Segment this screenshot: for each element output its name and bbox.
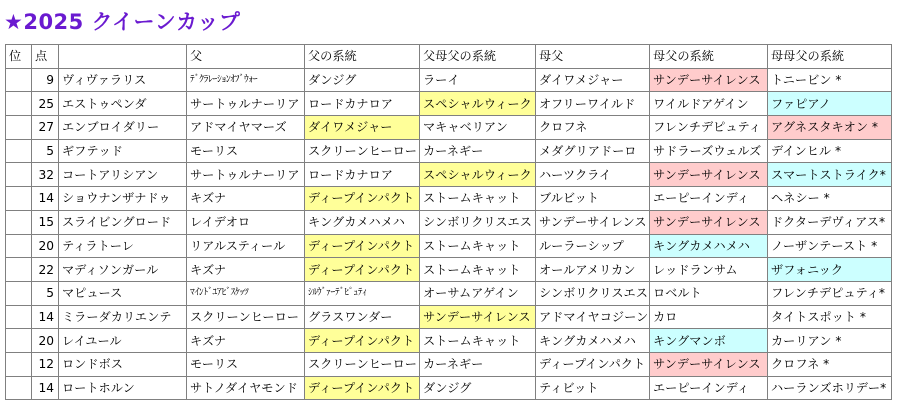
sire-dam-sire-line-cell: マキャベリアン: [420, 116, 536, 140]
header-sire: 父: [187, 45, 305, 69]
dam-sire-cell: オフリーワイルド: [536, 92, 650, 116]
sire-line-cell: ｼﾙｳﾞｧｰﾃﾞﾋﾟｭﾃｨ: [305, 281, 420, 305]
sire-cell: スクリーンヒーロー: [187, 305, 305, 329]
dam-sire-line-cell: フレンチデピュティ: [650, 116, 768, 140]
dam-sire-cell: キングカメハメハ: [536, 329, 650, 353]
sire-cell: サトノダイヤモンド: [187, 376, 305, 400]
points-cell: 14: [32, 305, 59, 329]
dam-sire-line-cell: サドラーズウェルズ: [650, 139, 768, 163]
dam-sire-line-cell: ロベルト: [650, 281, 768, 305]
sire-cell: キズナ: [187, 187, 305, 211]
dam-dam-sire-line-cell: ノーザンテースト *: [768, 234, 892, 258]
rank-cell: [6, 305, 32, 329]
points-cell: 27: [32, 116, 59, 140]
sire-cell: キズナ: [187, 329, 305, 353]
dam-sire-line-cell: キングカメハメハ: [650, 234, 768, 258]
rank-cell: [6, 116, 32, 140]
sire-line-cell: グラスワンダー: [305, 305, 420, 329]
sire-dam-sire-line-cell: ストームキャット: [420, 234, 536, 258]
rank-cell: [6, 281, 32, 305]
sire-dam-sire-line-cell: スペシャルウィーク: [420, 92, 536, 116]
dam-dam-sire-line-cell: ファピアノ: [768, 92, 892, 116]
horse-name-cell: エンブロイダリー: [59, 116, 187, 140]
table-row: [6, 116, 892, 140]
table-row: [6, 187, 892, 211]
header-sire-dam-sire-line: 父母父の系統: [420, 45, 536, 69]
dam-sire-line-cell: エーピーインディ: [650, 187, 768, 211]
dam-sire-line-cell: カロ: [650, 305, 768, 329]
points-cell: 20: [32, 234, 59, 258]
rank-cell: [6, 352, 32, 376]
points-cell: 14: [32, 187, 59, 211]
dam-sire-cell: ハーツクライ: [536, 163, 650, 187]
dam-sire-cell: ティビット: [536, 376, 650, 400]
table-row: [6, 163, 892, 187]
table-row: [6, 68, 892, 92]
table-row: [6, 92, 892, 116]
sire-dam-sire-line-cell: ストームキャット: [420, 329, 536, 353]
dam-sire-cell: ディープインパクト: [536, 352, 650, 376]
sire-cell: ﾃﾞｸﾗﾚｰｼｮﾝｵﾌﾞｳｫｰ: [187, 68, 305, 92]
sire-line-cell: ロードカナロア: [305, 92, 420, 116]
sire-cell: キズナ: [187, 258, 305, 282]
dam-sire-cell: ルーラーシップ: [536, 234, 650, 258]
sire-line-cell: キングカメハメハ: [305, 210, 420, 234]
dam-dam-sire-line-cell: ザフォニック: [768, 258, 892, 282]
sire-dam-sire-line-cell: オーサムアゲイン: [420, 281, 536, 305]
points-cell: 5: [32, 139, 59, 163]
sire-dam-sire-line-cell: ストームキャット: [420, 258, 536, 282]
table-row: [6, 258, 892, 282]
sire-line-cell: ダイワメジャー: [305, 116, 420, 140]
points-cell: 32: [32, 163, 59, 187]
dam-sire-line-cell: キングマンボ: [650, 329, 768, 353]
dam-dam-sire-line-cell: フレンチデピュティ*: [768, 281, 892, 305]
rank-cell: [6, 210, 32, 234]
horse-name-cell: マピュース: [59, 281, 187, 305]
sire-line-cell: ディープインパクト: [305, 329, 420, 353]
sire-cell: レイデオロ: [187, 210, 305, 234]
dam-sire-cell: クロフネ: [536, 116, 650, 140]
sire-dam-sire-line-cell: カーネギー: [420, 352, 536, 376]
points-cell: 22: [32, 258, 59, 282]
dam-sire-line-cell: エーピーインディ: [650, 376, 768, 400]
rank-cell: [6, 376, 32, 400]
table-row: [6, 329, 892, 353]
sire-dam-sire-line-cell: シンボリクリスエス: [420, 210, 536, 234]
dam-dam-sire-line-cell: ヘネシー *: [768, 187, 892, 211]
header-rank: 位: [6, 45, 32, 69]
horse-name-cell: ティラトーレ: [59, 234, 187, 258]
rank-cell: [6, 234, 32, 258]
table-row: [6, 139, 892, 163]
points-cell: 15: [32, 210, 59, 234]
rank-cell: [6, 187, 32, 211]
horse-name-cell: ロンドボス: [59, 352, 187, 376]
horse-name-cell: ロートホルン: [59, 376, 187, 400]
dam-sire-cell: オールアメリカン: [536, 258, 650, 282]
horse-name-cell: スライビングロード: [59, 210, 187, 234]
dam-dam-sire-line-cell: ハーランズホリデー*: [768, 376, 892, 400]
sire-dam-sire-line-cell: サンデーサイレンス: [420, 305, 536, 329]
dam-sire-cell: アドマイヤコジーン: [536, 305, 650, 329]
dam-dam-sire-line-cell: アグネスタキオン *: [768, 116, 892, 140]
rank-cell: [6, 139, 32, 163]
sire-line-cell: ダンジグ: [305, 68, 420, 92]
horse-name-cell: ヴィヴァラリス: [59, 68, 187, 92]
table-row: [6, 281, 892, 305]
dam-sire-line-cell: サンデーサイレンス: [650, 68, 768, 92]
sire-line-cell: ディープインパクト: [305, 376, 420, 400]
sire-line-cell: スクリーンヒーロー: [305, 139, 420, 163]
dam-sire-cell: メダグリアドーロ: [536, 139, 650, 163]
points-cell: 5: [32, 281, 59, 305]
table-row: [6, 376, 892, 400]
sire-line-cell: スクリーンヒーロー: [305, 352, 420, 376]
horse-name-cell: ギフテッド: [59, 139, 187, 163]
header-dam-sire-line: 母父の系統: [650, 45, 768, 69]
horse-name-cell: コートアリシアン: [59, 163, 187, 187]
sire-cell: ﾏｲﾝﾄﾞﾕｱﾋﾞｽｹｯﾂ: [187, 281, 305, 305]
points-cell: 12: [32, 352, 59, 376]
sire-cell: リアルスティール: [187, 234, 305, 258]
points-cell: 9: [32, 68, 59, 92]
dam-sire-line-cell: サンデーサイレンス: [650, 210, 768, 234]
horse-name-cell: エストゥペンダ: [59, 92, 187, 116]
points-cell: 14: [32, 376, 59, 400]
dam-sire-cell: シンボリクリスエス: [536, 281, 650, 305]
horse-name-cell: レイユール: [59, 329, 187, 353]
header-horse: [59, 45, 187, 69]
dam-dam-sire-line-cell: クロフネ *: [768, 352, 892, 376]
horse-name-cell: ミラーダカリエンテ: [59, 305, 187, 329]
table-row: [6, 234, 892, 258]
dam-dam-sire-line-cell: カーリアン *: [768, 329, 892, 353]
horse-table: [5, 44, 892, 400]
dam-dam-sire-line-cell: デインヒル *: [768, 139, 892, 163]
rank-cell: [6, 163, 32, 187]
header-dam-sire: 母父: [536, 45, 650, 69]
sire-line-cell: ディープインパクト: [305, 234, 420, 258]
rank-cell: [6, 258, 32, 282]
points-cell: 20: [32, 329, 59, 353]
points-cell: 25: [32, 92, 59, 116]
header-row: [6, 45, 892, 69]
sire-dam-sire-line-cell: ダンジグ: [420, 376, 536, 400]
dam-sire-line-cell: ワイルドアゲイン: [650, 92, 768, 116]
sire-dam-sire-line-cell: カーネギー: [420, 139, 536, 163]
sire-line-cell: ロードカナロア: [305, 163, 420, 187]
sire-cell: モーリス: [187, 139, 305, 163]
sire-cell: アドマイヤマーズ: [187, 116, 305, 140]
sire-cell: モーリス: [187, 352, 305, 376]
dam-sire-cell: サンデーサイレンス: [536, 210, 650, 234]
dam-dam-sire-line-cell: トニービン *: [768, 68, 892, 92]
rank-cell: [6, 92, 32, 116]
table-row: [6, 210, 892, 234]
sire-dam-sire-line-cell: ラーイ: [420, 68, 536, 92]
sire-cell: サートゥルナーリア: [187, 92, 305, 116]
sire-line-cell: ディープインパクト: [305, 258, 420, 282]
dam-sire-cell: ダイワメジャー: [536, 68, 650, 92]
sire-dam-sire-line-cell: スペシャルウィーク: [420, 163, 536, 187]
dam-dam-sire-line-cell: ドクターデヴィアス*: [768, 210, 892, 234]
header-dam-dam-sire-line: 母母父の系統: [768, 45, 892, 69]
header-sire-line: 父の系統: [305, 45, 420, 69]
table-row: [6, 352, 892, 376]
rank-cell: [6, 329, 32, 353]
dam-dam-sire-line-cell: タイトスポット *: [768, 305, 892, 329]
dam-dam-sire-line-cell: スマートストライク*: [768, 163, 892, 187]
horse-name-cell: マディソンガール: [59, 258, 187, 282]
sire-line-cell: ディープインパクト: [305, 187, 420, 211]
dam-sire-line-cell: サンデーサイレンス: [650, 163, 768, 187]
horse-name-cell: ショウナンザナドゥ: [59, 187, 187, 211]
page-title: ★2025 クイーンカップ: [4, 10, 241, 34]
header-points: 点: [32, 45, 59, 69]
rank-cell: [6, 68, 32, 92]
dam-sire-cell: ブルビット: [536, 187, 650, 211]
dam-sire-line-cell: サンデーサイレンス: [650, 352, 768, 376]
sire-dam-sire-line-cell: ストームキャット: [420, 187, 536, 211]
table-row: [6, 305, 892, 329]
dam-sire-line-cell: レッドランサム: [650, 258, 768, 282]
sire-cell: サートゥルナーリア: [187, 163, 305, 187]
